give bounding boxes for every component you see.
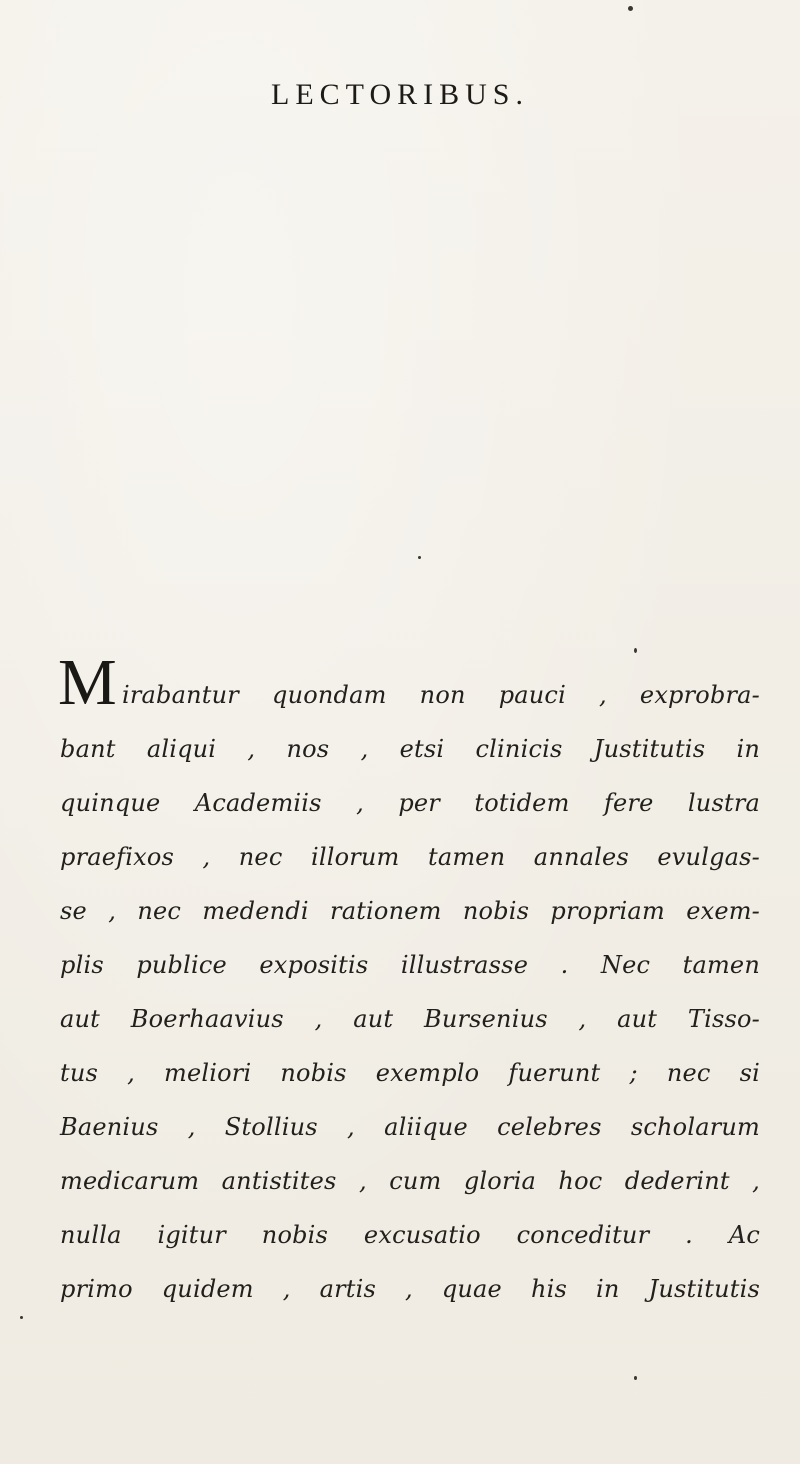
paper-speck	[20, 1316, 23, 1319]
text-line-9: Baenius , Stollius , aliique celebres scholarum	[60, 1113, 760, 1141]
text-line-6: plis publice expositis illustrasse . Nec tamen	[60, 951, 760, 979]
text-line-11: nulla igitur nobis excusatio conceditur . Ac	[60, 1221, 760, 1249]
text-line-12: primo quidem , artis , quae his in Justitutis	[60, 1275, 760, 1303]
text-line-1	[58, 646, 760, 722]
paper-speck	[418, 556, 421, 559]
paper-speck	[634, 648, 637, 653]
text-line-4: praefixos , nec illorum tamen annales evulgas-	[60, 843, 760, 871]
page-heading: LECTORIBUS.	[271, 78, 529, 111]
text-line-2: bant aliqui , nos , etsi clinicis Justitutis in	[60, 735, 760, 763]
text-line-7: aut Boerhaavius , aut Bursenius , aut Tisso-	[60, 1005, 760, 1033]
line-text: irabantur quondam non pauci , exprobra-	[122, 681, 760, 709]
text-line-8: tus , meliori nobis exemplo fuerunt ; nec si	[60, 1059, 760, 1087]
body-text	[58, 646, 760, 1316]
text-line-3: quinque Academiis , per totidem fere lustra	[60, 789, 760, 817]
drop-cap: M	[58, 646, 117, 719]
paper-speck	[634, 1376, 637, 1380]
text-line-10: medicarum antistites , cum gloria hoc dederint ,	[60, 1167, 760, 1195]
text-line-5: se , nec medendi rationem nobis propriam exem-	[60, 897, 760, 925]
paper-speck	[628, 6, 633, 11]
